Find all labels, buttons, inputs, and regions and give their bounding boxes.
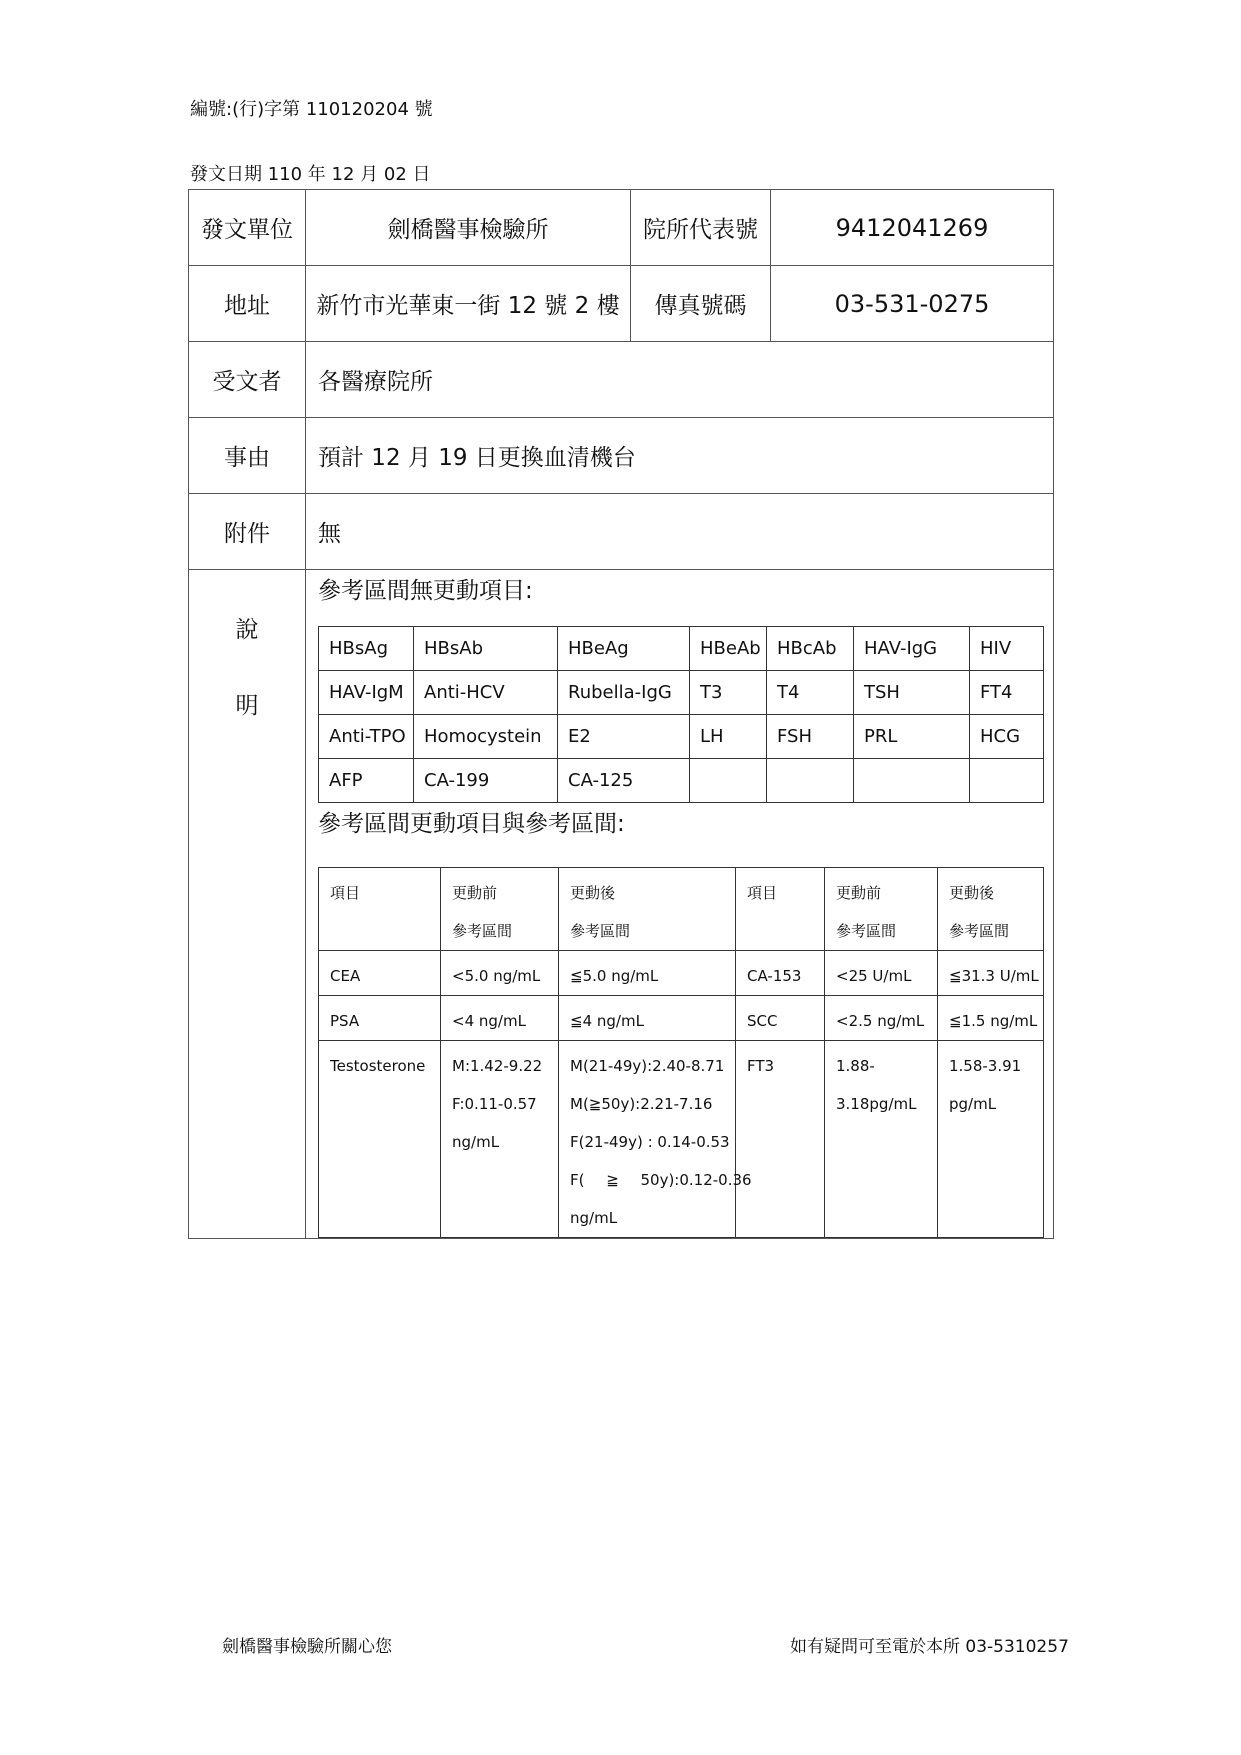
subject-value: 預計 12 月 19 日更換血清機台 bbox=[306, 418, 1054, 494]
footer-greeting: 劍橋醫事檢驗所關心您 bbox=[222, 1637, 392, 1657]
item-name: FT3 bbox=[736, 1041, 825, 1238]
recipient-label: 受文者 bbox=[189, 342, 306, 418]
unchanged-item: HBsAb bbox=[414, 627, 558, 671]
unchanged-item: CA-199 bbox=[414, 759, 558, 803]
item-name: Testosterone bbox=[319, 1041, 441, 1238]
unchanged-item: Anti-TPO bbox=[319, 715, 414, 759]
unchanged-item: HBsAg bbox=[319, 627, 414, 671]
footer-contact: 如有疑問可至電於本所 03-5310257 bbox=[790, 1637, 1069, 1657]
range-before: M:1.42-9.22 F:0.11-0.57 ng/mL bbox=[441, 1041, 559, 1238]
table-header-row bbox=[319, 868, 1044, 951]
unchanged-item: HAV-IgG bbox=[854, 627, 970, 671]
address-label: 地址 bbox=[189, 266, 306, 342]
header-item: 項目 bbox=[319, 868, 441, 951]
unchanged-item: FT4 bbox=[970, 671, 1044, 715]
address-value: 新竹市光華東一街 12 號 2 樓 bbox=[306, 266, 631, 342]
range-after: 1.58-3.91 pg/mL bbox=[938, 1041, 1044, 1238]
table-row bbox=[319, 759, 1044, 803]
description-label-char-1: 說 bbox=[235, 617, 259, 643]
header-after: 更動後 參考區間 bbox=[559, 868, 736, 951]
attachment-label: 附件 bbox=[189, 494, 306, 570]
table-row bbox=[319, 996, 1044, 1041]
issuer-label: 發文單位 bbox=[189, 190, 306, 266]
description-row bbox=[189, 570, 1054, 1239]
range-before: <2.5 ng/mL bbox=[825, 996, 938, 1041]
unchanged-item: HBcAb bbox=[767, 627, 854, 671]
unchanged-item: T4 bbox=[767, 671, 854, 715]
range-after: ≦4 ng/mL bbox=[559, 996, 736, 1041]
table-row bbox=[319, 715, 1044, 759]
range-before: <4 ng/mL bbox=[441, 996, 559, 1041]
attachment-row bbox=[189, 494, 1054, 570]
unchanged-item: E2 bbox=[558, 715, 690, 759]
range-after: M(21-49y):2.40-8.71 M(≧50y):2.21-7.16 F(21-49y) : 0.14-0.53 F( ≧ 50y):0.12-0.36 ng/mL bbox=[559, 1041, 736, 1238]
fax-value: 03-531-0275 bbox=[771, 266, 1054, 342]
unchanged-item: TSH bbox=[854, 671, 970, 715]
address-row bbox=[189, 266, 1054, 342]
table-row bbox=[319, 671, 1044, 715]
description-label-char-2: 明 bbox=[235, 693, 259, 719]
unchanged-item: HBeAb bbox=[690, 627, 767, 671]
subject-label: 事由 bbox=[189, 418, 306, 494]
code-label: 院所代表號 bbox=[631, 190, 771, 266]
issue-date: 發文日期 110 年 12 月 02 日 bbox=[190, 164, 431, 185]
unchanged-item: PRL bbox=[854, 715, 970, 759]
range-before: <25 U/mL bbox=[825, 951, 938, 996]
unchanged-item: Anti-HCV bbox=[414, 671, 558, 715]
unchanged-item: HBeAg bbox=[558, 627, 690, 671]
range-after: ≦5.0 ng/mL bbox=[559, 951, 736, 996]
unchanged-item: FSH bbox=[767, 715, 854, 759]
description-content bbox=[306, 570, 1054, 1239]
notice-form-table bbox=[188, 189, 1054, 1239]
unchanged-item: AFP bbox=[319, 759, 414, 803]
table-row bbox=[319, 1041, 1044, 1238]
table-row bbox=[319, 627, 1044, 671]
attachment-value: 無 bbox=[306, 494, 1054, 570]
fax-label: 傳真號碼 bbox=[631, 266, 771, 342]
range-after: ≦31.3 U/mL bbox=[938, 951, 1044, 996]
unchanged-item: CA-125 bbox=[558, 759, 690, 803]
header-after-2: 更動後 參考區間 bbox=[938, 868, 1044, 951]
recipient-row bbox=[189, 342, 1054, 418]
unchanged-item: Rubella-IgG bbox=[558, 671, 690, 715]
header-before: 更動前 參考區間 bbox=[441, 868, 559, 951]
unchanged-item: T3 bbox=[690, 671, 767, 715]
subject-row bbox=[189, 418, 1054, 494]
unchanged-item: HIV bbox=[970, 627, 1044, 671]
unchanged-item: HCG bbox=[970, 715, 1044, 759]
unchanged-item: HAV-IgM bbox=[319, 671, 414, 715]
changed-title: 參考區間更動項目與參考區間: bbox=[318, 811, 625, 837]
unchanged-item bbox=[690, 759, 767, 803]
description-label bbox=[189, 570, 306, 1239]
unchanged-item bbox=[970, 759, 1044, 803]
item-name: CEA bbox=[319, 951, 441, 996]
issuer-value: 劍橋醫事檢驗所 bbox=[306, 190, 631, 266]
issuer-row bbox=[189, 190, 1054, 266]
item-name: PSA bbox=[319, 996, 441, 1041]
item-name: SCC bbox=[736, 996, 825, 1041]
range-after: ≦1.5 ng/mL bbox=[938, 996, 1044, 1041]
unchanged-item: Homocystein bbox=[414, 715, 558, 759]
recipient-value: 各醫療院所 bbox=[306, 342, 1054, 418]
item-name: CA-153 bbox=[736, 951, 825, 996]
changed-items-table bbox=[318, 867, 1044, 1238]
range-before: 1.88- 3.18pg/mL bbox=[825, 1041, 938, 1238]
unchanged-item bbox=[767, 759, 854, 803]
unchanged-items-table bbox=[318, 626, 1044, 803]
header-item-2: 項目 bbox=[736, 868, 825, 951]
range-before: <5.0 ng/mL bbox=[441, 951, 559, 996]
unchanged-item bbox=[854, 759, 970, 803]
document-reference-number: 編號:(行)字第 110120204 號 bbox=[190, 99, 433, 120]
header-before-2: 更動前 參考區間 bbox=[825, 868, 938, 951]
table-row bbox=[319, 951, 1044, 996]
code-value: 9412041269 bbox=[771, 190, 1054, 266]
unchanged-item: LH bbox=[690, 715, 767, 759]
unchanged-title: 參考區間無更動項目: bbox=[318, 578, 533, 604]
